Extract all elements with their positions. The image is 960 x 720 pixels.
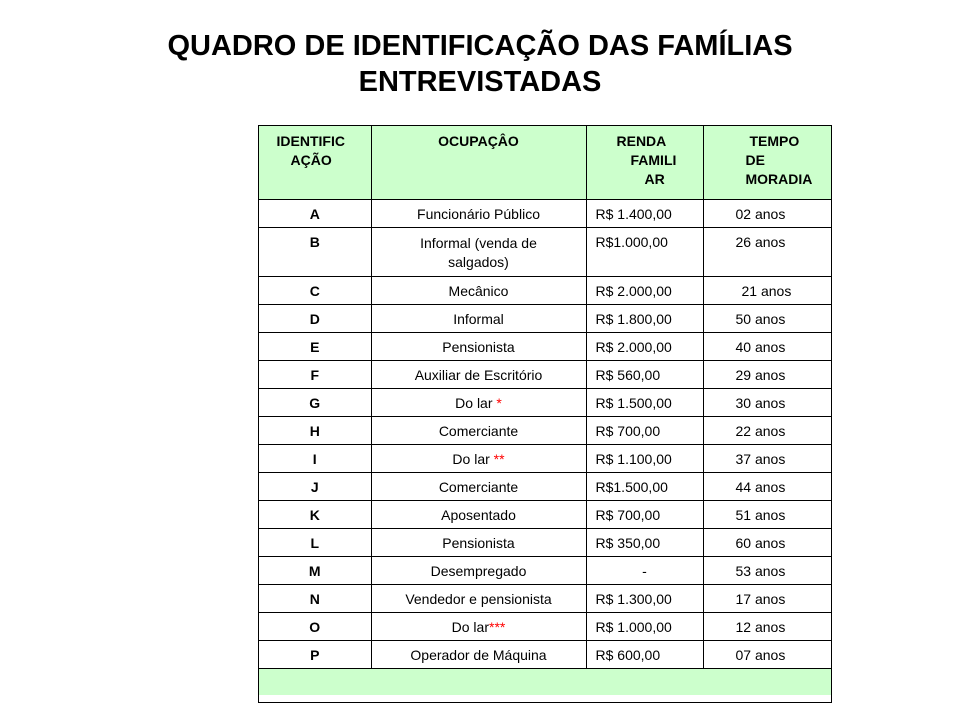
cell-ocupacao [371, 501, 586, 529]
cell-tempo-de-moradia: 29 anos [703, 361, 831, 389]
table-row [259, 277, 831, 305]
cell-identificacao: M [259, 557, 371, 585]
header-ocupacao: OCUPAÇÂO [371, 126, 586, 200]
ocupacao-text: Pensionista [442, 534, 515, 551]
cell-renda-familiar: R$ 560,00 [586, 361, 703, 389]
cell-ocupacao [371, 361, 586, 389]
cell-renda-familiar: R$ 1.800,00 [586, 305, 703, 333]
cell-identificacao: P [259, 641, 371, 669]
cell-identificacao: K [259, 501, 371, 529]
ocupacao-text: Aposentado [441, 506, 516, 523]
cell-ocupacao [371, 641, 586, 669]
table-row [259, 200, 831, 228]
cell-identificacao: H [259, 417, 371, 445]
cell-ocupacao [371, 305, 586, 333]
cell-renda-familiar: R$ 1.300,00 [586, 585, 703, 613]
cell-ocupacao [371, 445, 586, 473]
cell-tempo-de-moradia: 44 anos [703, 473, 831, 501]
cell-ocupacao [371, 613, 586, 641]
table-header-row [259, 126, 831, 200]
cell-tempo-de-moradia: 37 anos [703, 445, 831, 473]
table-row [259, 305, 831, 333]
table-row [259, 529, 831, 557]
ocupacao-text: Do lar [452, 450, 494, 467]
cell-tempo-de-moradia: 53 anos [703, 557, 831, 585]
table-row [259, 333, 831, 361]
cell-tempo-de-moradia: 17 anos [703, 585, 831, 613]
cell-ocupacao [371, 473, 586, 501]
cell-renda-familiar: R$1.000,00 [586, 228, 703, 277]
cell-identificacao: N [259, 585, 371, 613]
cell-ocupacao [371, 200, 586, 228]
cell-identificacao: D [259, 305, 371, 333]
cell-identificacao: L [259, 529, 371, 557]
ocupacao-text: Comerciante [438, 478, 519, 495]
footnote-mark: *** [489, 618, 506, 635]
families-table-frame [258, 125, 832, 703]
table-row [259, 613, 831, 641]
ocupacao-text: Informal [453, 310, 504, 327]
families-table [259, 126, 831, 695]
table-row [259, 445, 831, 473]
ocupacao-text: Desempregado [430, 562, 527, 579]
table-row [259, 641, 831, 669]
cell-renda-familiar: R$ 2.000,00 [586, 333, 703, 361]
cell-identificacao: G [259, 389, 371, 417]
cell-identificacao: F [259, 361, 371, 389]
table-body [259, 200, 831, 696]
ocupacao-text: Do lar [455, 394, 497, 411]
table-footer-row [259, 669, 831, 696]
cell-renda-familiar: R$ 700,00 [586, 417, 703, 445]
ocupacao-text: Do lar [451, 618, 489, 635]
ocupacao-text: Informal (venda de [420, 235, 537, 251]
cell-identificacao: J [259, 473, 371, 501]
cell-tempo-de-moradia: 30 anos [703, 389, 831, 417]
cell-ocupacao [371, 529, 586, 557]
header-renda-familiar: RENDA FAMILI AR [586, 126, 703, 200]
ocupacao-text: Comerciante [438, 422, 519, 439]
cell-tempo-de-moradia: 60 anos [703, 529, 831, 557]
cell-tempo-de-moradia: 51 anos [703, 501, 831, 529]
ocupacao-text: Auxiliar de Escritório [414, 366, 543, 383]
ocupacao-text: Funcionário Público [417, 205, 540, 222]
cell-ocupacao [371, 585, 586, 613]
cell-tempo-de-moradia: 21 anos [703, 277, 831, 305]
cell-renda-familiar: - [586, 557, 703, 585]
cell-ocupacao [371, 228, 586, 277]
cell-tempo-de-moradia: 02 anos [703, 200, 831, 228]
table-row [259, 228, 831, 277]
table-row [259, 389, 831, 417]
cell-identificacao: E [259, 333, 371, 361]
table-row [259, 473, 831, 501]
cell-renda-familiar: R$ 1.000,00 [586, 613, 703, 641]
cell-ocupacao [371, 417, 586, 445]
ocupacao-text: Pensionista [442, 338, 515, 355]
cell-ocupacao [371, 333, 586, 361]
cell-ocupacao [371, 277, 586, 305]
cell-tempo-de-moradia: 26 anos [703, 228, 831, 277]
title-line-1: QUADRO DE IDENTIFICAÇÃO DAS FAMÍLIAS [167, 30, 793, 62]
footer-cell [259, 669, 831, 696]
cell-tempo-de-moradia: 50 anos [703, 305, 831, 333]
ocupacao-text: Operador de Máquina [410, 646, 547, 663]
footnote-mark: ** [493, 450, 505, 467]
cell-tempo-de-moradia: 12 anos [703, 613, 831, 641]
cell-ocupacao [371, 557, 586, 585]
ocupacao-text: Mecânico [448, 282, 509, 299]
cell-renda-familiar: R$ 700,00 [586, 501, 703, 529]
footnote-mark: * [496, 394, 502, 411]
cell-identificacao: O [259, 613, 371, 641]
ocupacao-text: Vendedor e pensionista [405, 590, 552, 607]
cell-tempo-de-moradia: 22 anos [703, 417, 831, 445]
cell-renda-familiar: R$ 1.100,00 [586, 445, 703, 473]
cell-identificacao: I [259, 445, 371, 473]
table-row [259, 557, 831, 585]
page-title [0, 28, 960, 100]
cell-renda-familiar: R$ 2.000,00 [586, 277, 703, 305]
cell-identificacao: A [259, 200, 371, 228]
header-identificacao: IDENTIFIC AÇÃO [259, 126, 371, 200]
cell-renda-familiar: R$ 1.400,00 [586, 200, 703, 228]
table-row [259, 417, 831, 445]
title-line-2: ENTREVISTADAS [358, 66, 602, 98]
cell-identificacao: B [259, 228, 371, 277]
cell-identificacao: C [259, 277, 371, 305]
cell-renda-familiar: R$ 350,00 [586, 529, 703, 557]
cell-ocupacao [371, 389, 586, 417]
table-row [259, 361, 831, 389]
cell-renda-familiar: R$ 1.500,00 [586, 389, 703, 417]
header-tempo-de-moradia: TEMPO DE MORADIA [703, 126, 831, 200]
cell-renda-familiar: R$1.500,00 [586, 473, 703, 501]
cell-tempo-de-moradia: 07 anos [703, 641, 831, 669]
cell-renda-familiar: R$ 600,00 [586, 641, 703, 669]
cell-tempo-de-moradia: 40 anos [703, 333, 831, 361]
table-row [259, 501, 831, 529]
ocupacao-text-line-2: salgados) [448, 254, 509, 270]
table-row [259, 585, 831, 613]
